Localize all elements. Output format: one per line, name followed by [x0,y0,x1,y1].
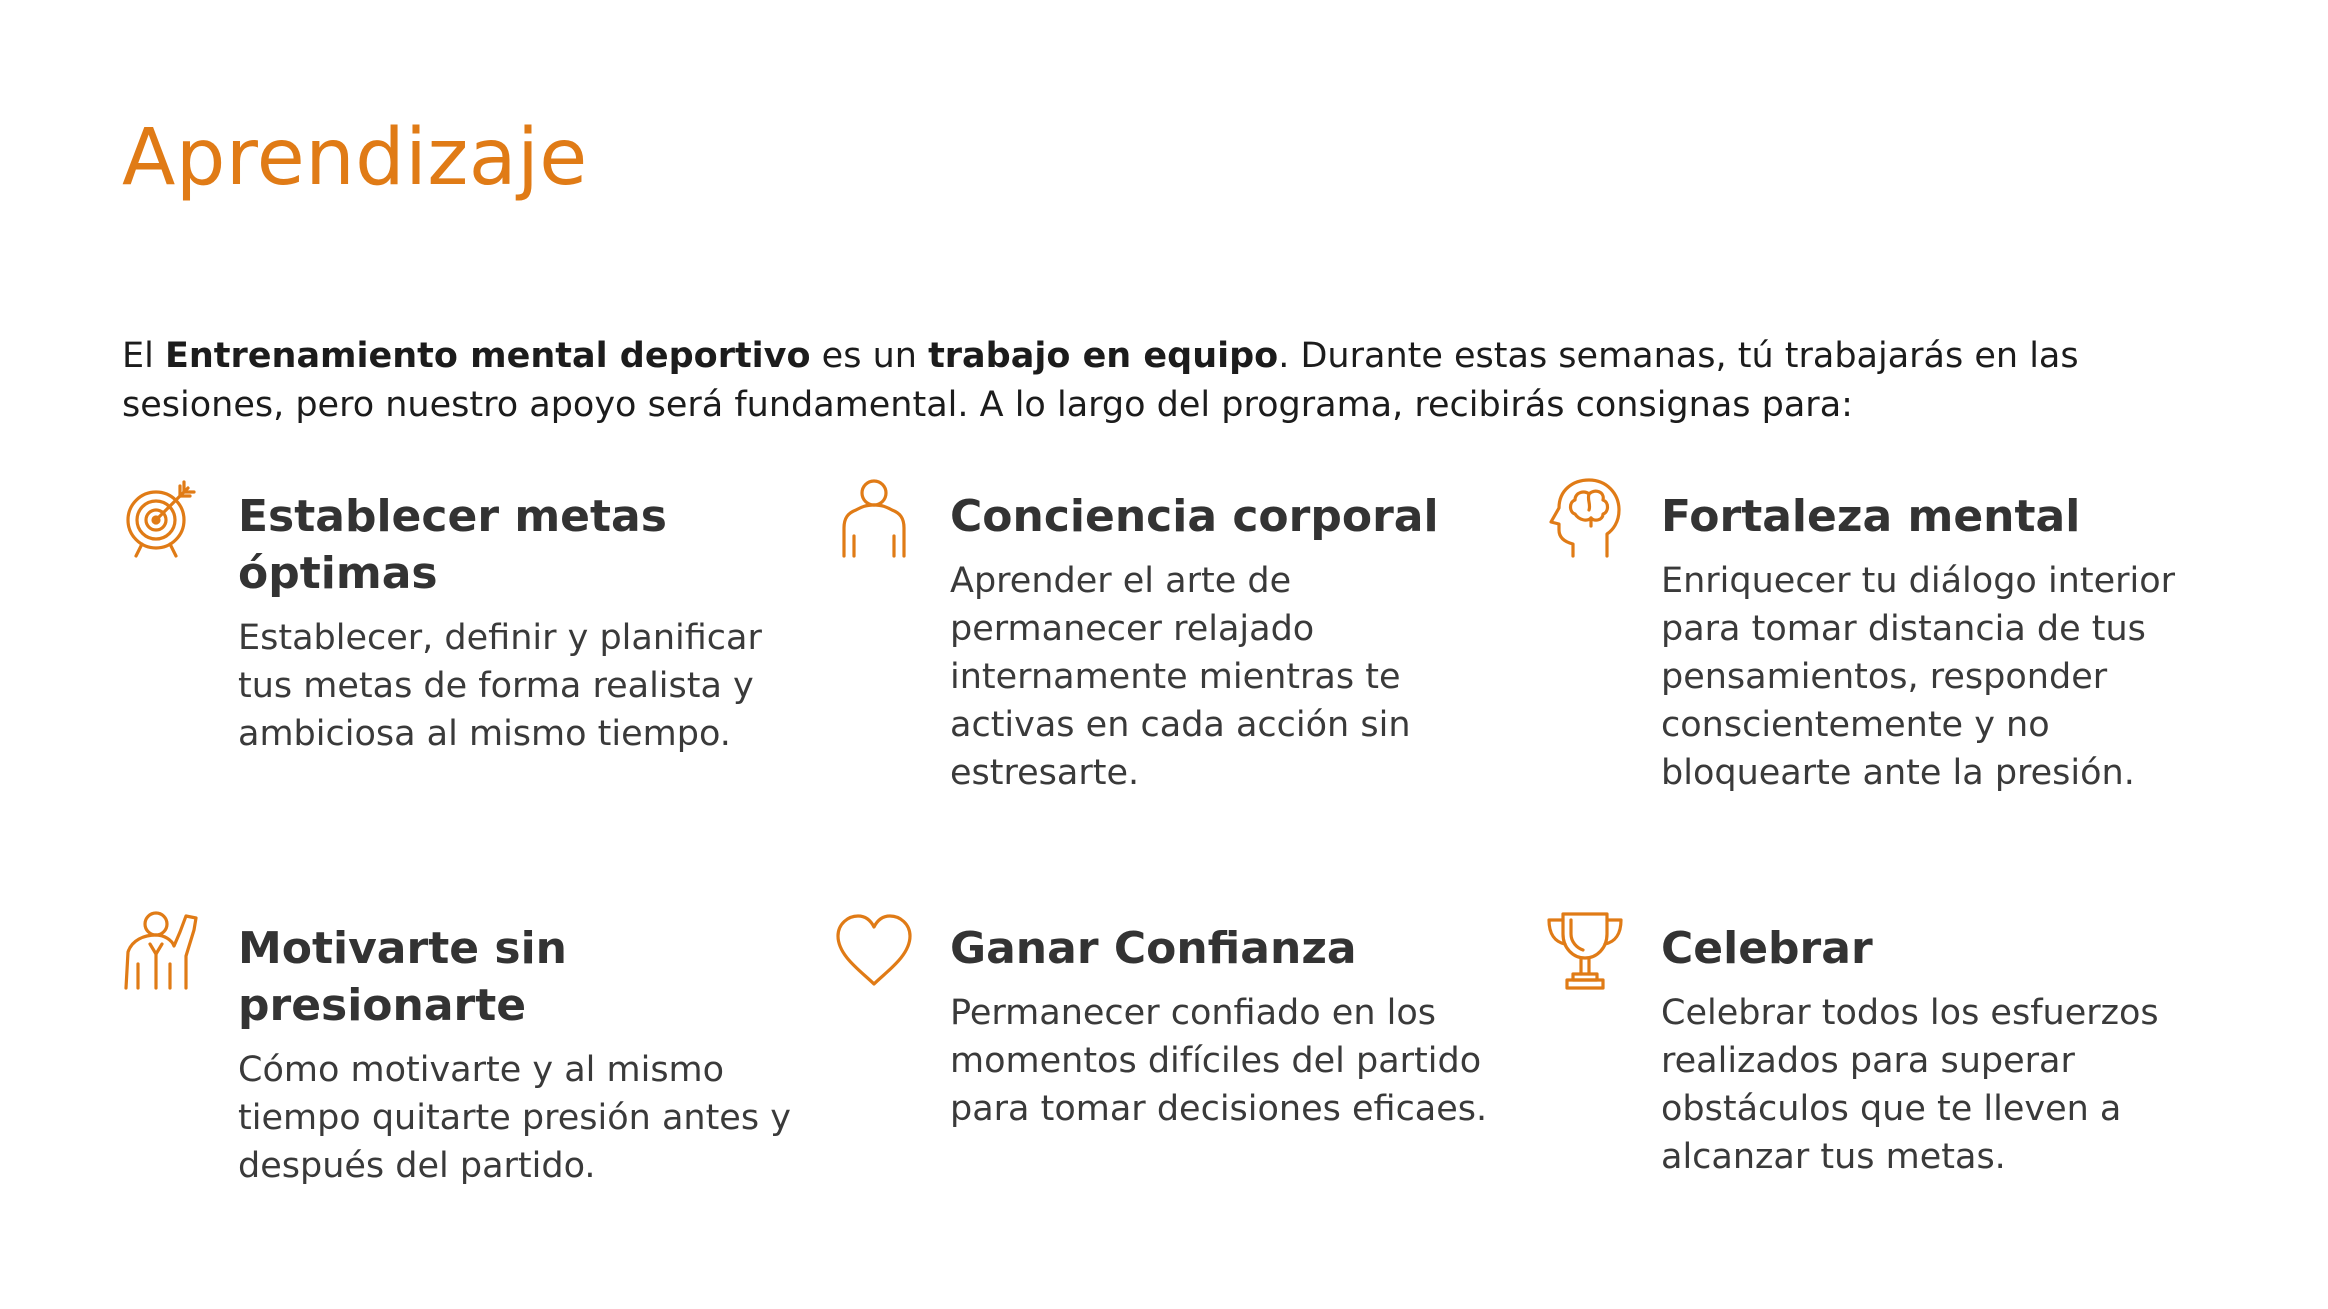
card-text: Celebrar todos los esfuerzos realizados para superar obstáculos que te lleven a alcanzar tus metas. [1661,993,2159,1177]
person-raising-arm-icon [122,910,202,990]
card-heading: Establecer metas óptimas [238,491,667,599]
card-text: Establecer, definir y planificar tus metas de forma realista y ambiciosa al mismo tiempo. [238,618,762,754]
intro-bold-2: trabajo en equipo [928,336,1279,376]
intro-text-3: . Durante estas semanas, tú trabajarás en las sesiones, pero nuestro apoyo será fundamental. A lo largo del programa, recibirás consignas para: [122,336,2079,425]
head-brain-icon [1545,478,1625,558]
intro-text-1: El [122,336,165,376]
card-heading: Celebrar [1661,923,1873,974]
card-text: Enriquecer tu diálogo interior para tomar distancia de tus pensamientos, responder conscientemente y no bloquearte ante la presión. [1661,561,2176,793]
heart-icon [834,910,914,990]
card-heading: Motivarte sin presionarte [238,923,567,1031]
intro-bold-1: Entrenamiento mental deportivo [164,336,811,376]
card-text: Permanecer confiado en los momentos difíciles del partido para tomar decisiones eficaes. [950,993,1488,1129]
intro-paragraph [122,332,2232,430]
card-text: Aprender el arte de permanecer relajado internamente mientras te activas en cada acción sin estresarte. [950,561,1411,793]
intro-text-2: es un [810,336,929,376]
card-heading: Fortaleza mental [1661,491,2081,542]
card-heading: Ganar Confianza [950,923,1357,974]
page-title: Aprendizaje [122,113,588,203]
card-text: Cómo motivarte y al mismo tiempo quitarte presión antes y después del partido. [238,1050,791,1186]
trophy-icon [1545,910,1625,990]
person-icon [834,478,914,558]
target-icon [122,478,202,558]
card-heading: Conciencia corporal [950,491,1439,542]
